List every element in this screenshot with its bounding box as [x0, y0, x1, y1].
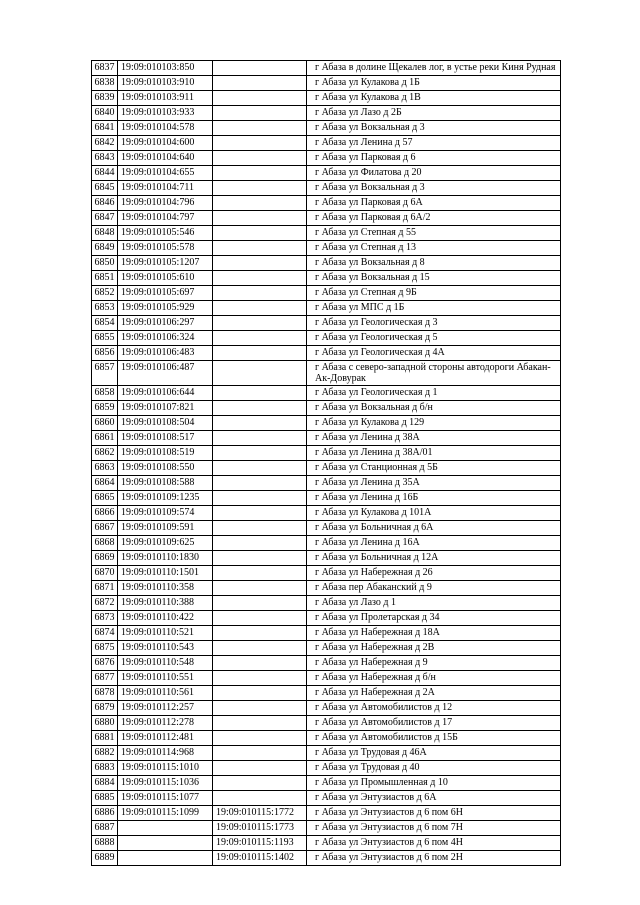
row-number-cell: 6873: [92, 611, 118, 626]
sub-cadastral-number-cell: [213, 536, 307, 551]
cadastral-number-cell: 19:09:010109:591: [118, 521, 213, 536]
row-number-cell: 6839: [92, 91, 118, 106]
address-cell: г Абаза ул Ленина д 16Б: [307, 491, 561, 506]
sub-cadastral-number-cell: [213, 461, 307, 476]
row-number-cell: 6855: [92, 331, 118, 346]
cadastral-number-cell: 19:09:010106:644: [118, 386, 213, 401]
cadastral-number-cell: 19:09:010108:504: [118, 416, 213, 431]
cadastral-number-cell: 19:09:010108:588: [118, 476, 213, 491]
cadastral-number-cell: 19:09:010104:797: [118, 211, 213, 226]
table-row: [92, 431, 561, 446]
table-row: [92, 521, 561, 536]
address-cell: г Абаза ул Вокзальная д б/н: [307, 401, 561, 416]
row-number-cell: 6841: [92, 121, 118, 136]
table-row: [92, 581, 561, 596]
sub-cadastral-number-cell: [213, 401, 307, 416]
table-row: [92, 716, 561, 731]
sub-cadastral-number-cell: 19:09:010115:1402: [213, 851, 307, 866]
address-cell: г Абаза ул Автомобилистов д 15Б: [307, 731, 561, 746]
table-row: [92, 61, 561, 76]
cadastral-number-cell: 19:09:010110:1830: [118, 551, 213, 566]
cadastral-number-cell: 19:09:010115:1077: [118, 791, 213, 806]
sub-cadastral-number-cell: [213, 716, 307, 731]
table-row: [92, 286, 561, 301]
row-number-cell: 6854: [92, 316, 118, 331]
cadastral-number-cell: 19:09:010103:911: [118, 91, 213, 106]
cadastral-number-cell: [118, 821, 213, 836]
sub-cadastral-number-cell: [213, 791, 307, 806]
row-number-cell: 6850: [92, 256, 118, 271]
sub-cadastral-number-cell: [213, 596, 307, 611]
cadastral-number-cell: 19:09:010104:578: [118, 121, 213, 136]
row-number-cell: 6875: [92, 641, 118, 656]
sub-cadastral-number-cell: [213, 611, 307, 626]
address-cell: г Абаза ул Ленина д 38А/01: [307, 446, 561, 461]
table-row: [92, 256, 561, 271]
row-number-cell: 6856: [92, 346, 118, 361]
table-row: [92, 401, 561, 416]
cadastral-number-cell: [118, 851, 213, 866]
table-row: [92, 806, 561, 821]
sub-cadastral-number-cell: [213, 241, 307, 256]
table-row: [92, 331, 561, 346]
address-cell: г Абаза ул Ленина д 16А: [307, 536, 561, 551]
cadastral-number-cell: 19:09:010110:358: [118, 581, 213, 596]
table-row: [92, 76, 561, 91]
table-row: [92, 671, 561, 686]
cadastral-number-cell: 19:09:010104:711: [118, 181, 213, 196]
row-number-cell: 6888: [92, 836, 118, 851]
row-number-cell: 6848: [92, 226, 118, 241]
sub-cadastral-number-cell: [213, 106, 307, 121]
row-number-cell: 6864: [92, 476, 118, 491]
table-row: [92, 121, 561, 136]
address-cell: г Абаза ул Парковая д 6А/2: [307, 211, 561, 226]
cadastral-number-cell: 19:09:010105:610: [118, 271, 213, 286]
table-row: [92, 656, 561, 671]
address-cell: г Абаза ул Набережная д 9: [307, 656, 561, 671]
address-cell: г Абаза ул Трудовая д 46А: [307, 746, 561, 761]
cadastral-number-cell: 19:09:010112:278: [118, 716, 213, 731]
table-row: [92, 386, 561, 401]
row-number-cell: 6880: [92, 716, 118, 731]
cadastral-number-cell: 19:09:010112:481: [118, 731, 213, 746]
table-row: [92, 596, 561, 611]
cadastral-number-cell: 19:09:010108:517: [118, 431, 213, 446]
sub-cadastral-number-cell: [213, 671, 307, 686]
sub-cadastral-number-cell: [213, 491, 307, 506]
address-cell: г Абаза ул Кулакова д 1В: [307, 91, 561, 106]
address-cell: г Абаза ул Геологическая д 1: [307, 386, 561, 401]
table-row: [92, 416, 561, 431]
address-cell: г Абаза ул Энтузиастов д 6 пом 4Н: [307, 836, 561, 851]
row-number-cell: 6851: [92, 271, 118, 286]
address-cell: г Абаза ул Энтузиастов д 6А: [307, 791, 561, 806]
sub-cadastral-number-cell: [213, 386, 307, 401]
table-row: [92, 196, 561, 211]
sub-cadastral-number-cell: [213, 316, 307, 331]
sub-cadastral-number-cell: [213, 446, 307, 461]
table-row: [92, 166, 561, 181]
cadastral-number-cell: 19:09:010110:551: [118, 671, 213, 686]
table-row: [92, 211, 561, 226]
cadastral-number-cell: 19:09:010104:655: [118, 166, 213, 181]
row-number-cell: 6887: [92, 821, 118, 836]
table-row: [92, 536, 561, 551]
row-number-cell: 6879: [92, 701, 118, 716]
sub-cadastral-number-cell: [213, 701, 307, 716]
row-number-cell: 6874: [92, 626, 118, 641]
address-cell: г Абаза ул Ленина д 38А: [307, 431, 561, 446]
cadastral-number-cell: 19:09:010105:546: [118, 226, 213, 241]
row-number-cell: 6884: [92, 776, 118, 791]
sub-cadastral-number-cell: [213, 521, 307, 536]
address-cell: г Абаза ул Степная д 13: [307, 241, 561, 256]
address-cell: г Абаза ул Ленина д 57: [307, 136, 561, 151]
sub-cadastral-number-cell: [213, 166, 307, 181]
address-cell: г Абаза ул Лазо д 2Б: [307, 106, 561, 121]
row-number-cell: 6842: [92, 136, 118, 151]
address-cell: г Абаза ул Ленина д 35А: [307, 476, 561, 491]
address-cell: г Абаза ул Степная д 9Б: [307, 286, 561, 301]
row-number-cell: 6844: [92, 166, 118, 181]
row-number-cell: 6877: [92, 671, 118, 686]
address-cell: г Абаза ул Кулакова д 129: [307, 416, 561, 431]
address-cell: г Абаза ул Парковая д 6: [307, 151, 561, 166]
sub-cadastral-number-cell: [213, 476, 307, 491]
address-cell: г Абаза ул Кулакова д 101А: [307, 506, 561, 521]
row-number-cell: 6867: [92, 521, 118, 536]
address-cell: г Абаза ул Геологическая д 4А: [307, 346, 561, 361]
table-row: [92, 731, 561, 746]
address-cell: г Абаза ул Набережная д 18А: [307, 626, 561, 641]
address-cell: г Абаза ул Степная д 55: [307, 226, 561, 241]
address-cell: г Абаза ул Набережная д 2В: [307, 641, 561, 656]
sub-cadastral-number-cell: [213, 331, 307, 346]
address-cell: г Абаза ул Геологическая д 5: [307, 331, 561, 346]
cadastral-number-cell: 19:09:010114:968: [118, 746, 213, 761]
sub-cadastral-number-cell: 19:09:010115:1772: [213, 806, 307, 821]
cadastral-number-cell: 19:09:010109:1235: [118, 491, 213, 506]
table-row: [92, 446, 561, 461]
address-cell: г Абаза ул Больничная д 6А: [307, 521, 561, 536]
table-row: [92, 461, 561, 476]
cadastral-number-cell: 19:09:010104:796: [118, 196, 213, 211]
address-cell: г Абаза ул Вокзальная д 3: [307, 181, 561, 196]
table-row: [92, 346, 561, 361]
cadastral-number-cell: 19:09:010104:600: [118, 136, 213, 151]
cadastral-number-cell: 19:09:010115:1036: [118, 776, 213, 791]
address-cell: г Абаза ул Автомобилистов д 17: [307, 716, 561, 731]
row-number-cell: 6846: [92, 196, 118, 211]
cadastral-number-cell: 19:09:010103:933: [118, 106, 213, 121]
address-cell: г Абаза ул Набережная д 26: [307, 566, 561, 581]
row-number-cell: 6845: [92, 181, 118, 196]
address-cell: г Абаза с северо-западной стороны автодороги Абакан-Ак-Довурак: [307, 361, 561, 386]
sub-cadastral-number-cell: [213, 431, 307, 446]
cadastral-number-cell: 19:09:010108:519: [118, 446, 213, 461]
cadastral-number-cell: 19:09:010110:422: [118, 611, 213, 626]
cadastral-number-cell: 19:09:010109:574: [118, 506, 213, 521]
address-cell: г Абаза ул Геологическая д 3: [307, 316, 561, 331]
sub-cadastral-number-cell: [213, 581, 307, 596]
sub-cadastral-number-cell: [213, 121, 307, 136]
address-cell: г Абаза ул МПС д 1Б: [307, 301, 561, 316]
address-cell: г Абаза ул Станционная д 5Б: [307, 461, 561, 476]
table-row: [92, 301, 561, 316]
table-row: [92, 551, 561, 566]
row-number-cell: 6882: [92, 746, 118, 761]
table-row: [92, 746, 561, 761]
sub-cadastral-number-cell: [213, 271, 307, 286]
row-number-cell: 6859: [92, 401, 118, 416]
table-row: [92, 91, 561, 106]
sub-cadastral-number-cell: [213, 181, 307, 196]
row-number-cell: 6871: [92, 581, 118, 596]
address-cell: г Абаза ул Лазо д 1: [307, 596, 561, 611]
sub-cadastral-number-cell: [213, 286, 307, 301]
sub-cadastral-number-cell: [213, 151, 307, 166]
sub-cadastral-number-cell: 19:09:010115:1773: [213, 821, 307, 836]
sub-cadastral-number-cell: [213, 641, 307, 656]
cadastral-number-cell: 19:09:010115:1010: [118, 761, 213, 776]
table-row: [92, 316, 561, 331]
row-number-cell: 6861: [92, 431, 118, 446]
row-number-cell: 6840: [92, 106, 118, 121]
document-page: [91, 60, 561, 866]
cadastral-number-cell: 19:09:010104:640: [118, 151, 213, 166]
sub-cadastral-number-cell: [213, 136, 307, 151]
address-cell: г Абаза пер Абаканский д 9: [307, 581, 561, 596]
address-cell: г Абаза ул Кулакова д 1Б: [307, 76, 561, 91]
cadastral-number-cell: 19:09:010106:297: [118, 316, 213, 331]
table-row: [92, 271, 561, 286]
row-number-cell: 6862: [92, 446, 118, 461]
table-row: [92, 491, 561, 506]
row-number-cell: 6860: [92, 416, 118, 431]
address-cell: г Абаза ул Вокзальная д 15: [307, 271, 561, 286]
cadastral-number-cell: 19:09:010106:324: [118, 331, 213, 346]
row-number-cell: 6857: [92, 361, 118, 386]
cadastral-number-cell: 19:09:010105:1207: [118, 256, 213, 271]
cadastral-number-cell: 19:09:010110:388: [118, 596, 213, 611]
row-number-cell: 6869: [92, 551, 118, 566]
cadastral-number-cell: 19:09:010112:257: [118, 701, 213, 716]
sub-cadastral-number-cell: [213, 746, 307, 761]
row-number-cell: 6872: [92, 596, 118, 611]
cadastral-number-cell: 19:09:010103:850: [118, 61, 213, 76]
table-row: [92, 226, 561, 241]
row-number-cell: 6878: [92, 686, 118, 701]
row-number-cell: 6865: [92, 491, 118, 506]
cadastral-number-cell: 19:09:010107:821: [118, 401, 213, 416]
sub-cadastral-number-cell: [213, 686, 307, 701]
table-row: [92, 821, 561, 836]
address-cell: г Абаза в долине Щекалев лог, в устье реки Киня Рудная: [307, 61, 561, 76]
table-row: [92, 506, 561, 521]
row-number-cell: 6885: [92, 791, 118, 806]
row-number-cell: 6849: [92, 241, 118, 256]
cadastral-number-cell: 19:09:010110:1501: [118, 566, 213, 581]
row-number-cell: 6886: [92, 806, 118, 821]
row-number-cell: 6852: [92, 286, 118, 301]
sub-cadastral-number-cell: [213, 761, 307, 776]
sub-cadastral-number-cell: [213, 506, 307, 521]
address-cell: г Абаза ул Набережная д 2А: [307, 686, 561, 701]
address-cell: г Абаза ул Энтузиастов д 6 пом 7Н: [307, 821, 561, 836]
row-number-cell: 6843: [92, 151, 118, 166]
table-row: [92, 626, 561, 641]
cadastral-number-cell: 19:09:010109:625: [118, 536, 213, 551]
address-cell: г Абаза ул Больничная д 12А: [307, 551, 561, 566]
row-number-cell: 6847: [92, 211, 118, 226]
row-number-cell: 6883: [92, 761, 118, 776]
cadastral-number-cell: [118, 836, 213, 851]
cadastral-number-cell: 19:09:010103:910: [118, 76, 213, 91]
sub-cadastral-number-cell: [213, 301, 307, 316]
cadastral-number-cell: 19:09:010106:487: [118, 361, 213, 386]
table-body: [92, 61, 561, 866]
table-row: [92, 136, 561, 151]
row-number-cell: 6837: [92, 61, 118, 76]
row-number-cell: 6870: [92, 566, 118, 581]
sub-cadastral-number-cell: [213, 346, 307, 361]
cadastral-number-cell: 19:09:010106:483: [118, 346, 213, 361]
table-row: [92, 641, 561, 656]
row-number-cell: 6889: [92, 851, 118, 866]
cadastral-number-cell: 19:09:010110:543: [118, 641, 213, 656]
sub-cadastral-number-cell: [213, 731, 307, 746]
table-row: [92, 791, 561, 806]
row-number-cell: 6863: [92, 461, 118, 476]
address-cell: г Абаза ул Вокзальная д 3: [307, 121, 561, 136]
address-cell: г Абаза ул Автомобилистов д 12: [307, 701, 561, 716]
address-cell: г Абаза ул Промышленная д 10: [307, 776, 561, 791]
sub-cadastral-number-cell: [213, 91, 307, 106]
sub-cadastral-number-cell: [213, 566, 307, 581]
sub-cadastral-number-cell: [213, 256, 307, 271]
address-cell: г Абаза ул Трудовая д 40: [307, 761, 561, 776]
table-row: [92, 761, 561, 776]
table-row: [92, 701, 561, 716]
table-row: [92, 241, 561, 256]
row-number-cell: 6866: [92, 506, 118, 521]
table-row: [92, 181, 561, 196]
address-cell: г Абаза ул Пролетарская д 34: [307, 611, 561, 626]
table-row: [92, 566, 561, 581]
table-row: [92, 776, 561, 791]
cadastral-number-cell: 19:09:010110:521: [118, 626, 213, 641]
sub-cadastral-number-cell: [213, 61, 307, 76]
cadastral-table: [91, 60, 561, 866]
cadastral-number-cell: 19:09:010110:561: [118, 686, 213, 701]
cadastral-number-cell: 19:09:010105:697: [118, 286, 213, 301]
sub-cadastral-number-cell: [213, 551, 307, 566]
address-cell: г Абаза ул Набережная д б/н: [307, 671, 561, 686]
row-number-cell: 6876: [92, 656, 118, 671]
table-row: [92, 151, 561, 166]
sub-cadastral-number-cell: [213, 226, 307, 241]
row-number-cell: 6858: [92, 386, 118, 401]
cadastral-number-cell: 19:09:010115:1099: [118, 806, 213, 821]
row-number-cell: 6868: [92, 536, 118, 551]
address-cell: г Абаза ул Филатова д 20: [307, 166, 561, 181]
address-cell: г Абаза ул Энтузиастов д 6 пом 2Н: [307, 851, 561, 866]
sub-cadastral-number-cell: 19:09:010115:1193: [213, 836, 307, 851]
table-row: [92, 836, 561, 851]
sub-cadastral-number-cell: [213, 76, 307, 91]
cadastral-number-cell: 19:09:010110:548: [118, 656, 213, 671]
sub-cadastral-number-cell: [213, 776, 307, 791]
table-row: [92, 611, 561, 626]
row-number-cell: 6881: [92, 731, 118, 746]
row-number-cell: 6838: [92, 76, 118, 91]
sub-cadastral-number-cell: [213, 211, 307, 226]
cadastral-number-cell: 19:09:010105:929: [118, 301, 213, 316]
address-cell: г Абаза ул Энтузиастов д 6 пом 6Н: [307, 806, 561, 821]
cadastral-number-cell: 19:09:010108:550: [118, 461, 213, 476]
sub-cadastral-number-cell: [213, 196, 307, 211]
sub-cadastral-number-cell: [213, 626, 307, 641]
table-row: [92, 476, 561, 491]
address-cell: г Абаза ул Парковая д 6А: [307, 196, 561, 211]
sub-cadastral-number-cell: [213, 416, 307, 431]
address-cell: г Абаза ул Вокзальная д 8: [307, 256, 561, 271]
table-row: [92, 361, 561, 386]
sub-cadastral-number-cell: [213, 361, 307, 386]
cadastral-number-cell: 19:09:010105:578: [118, 241, 213, 256]
table-row: [92, 686, 561, 701]
sub-cadastral-number-cell: [213, 656, 307, 671]
row-number-cell: 6853: [92, 301, 118, 316]
table-row: [92, 851, 561, 866]
table-row: [92, 106, 561, 121]
